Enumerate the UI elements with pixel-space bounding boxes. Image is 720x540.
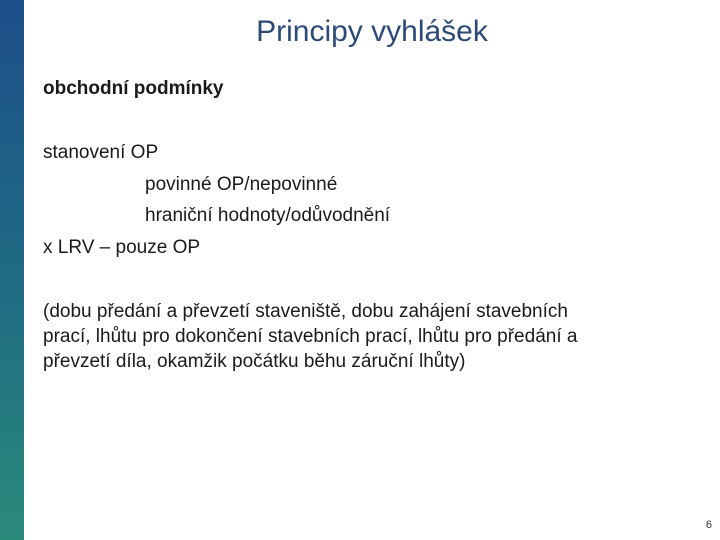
side-accent-bar	[0, 0, 24, 540]
paragraph-line-3: převzetí díla, okamžik počátku běhu záruční lhůty)	[43, 351, 466, 372]
paragraph-line-1: (dobu předání a převzetí staveniště, dobu zahájení stavebních	[43, 301, 568, 322]
page-number: 6	[705, 519, 712, 531]
slide-subtitle: obchodní podmínky	[43, 78, 224, 99]
body-line-hranicni: hraniční hodnoty/odůvodnění	[145, 205, 391, 226]
slide-title: Principy vyhlášek	[256, 15, 488, 48]
body-line-stanoveni: stanovení OP	[43, 142, 159, 163]
paragraph-line-2: prací, lhůtu pro dokončení stavebních prací, lhůtu pro předání a	[43, 326, 578, 347]
body-line-povinne: povinné OP/nepovinné	[145, 174, 338, 195]
body-line-lrv: x LRV – pouze OP	[43, 237, 201, 258]
